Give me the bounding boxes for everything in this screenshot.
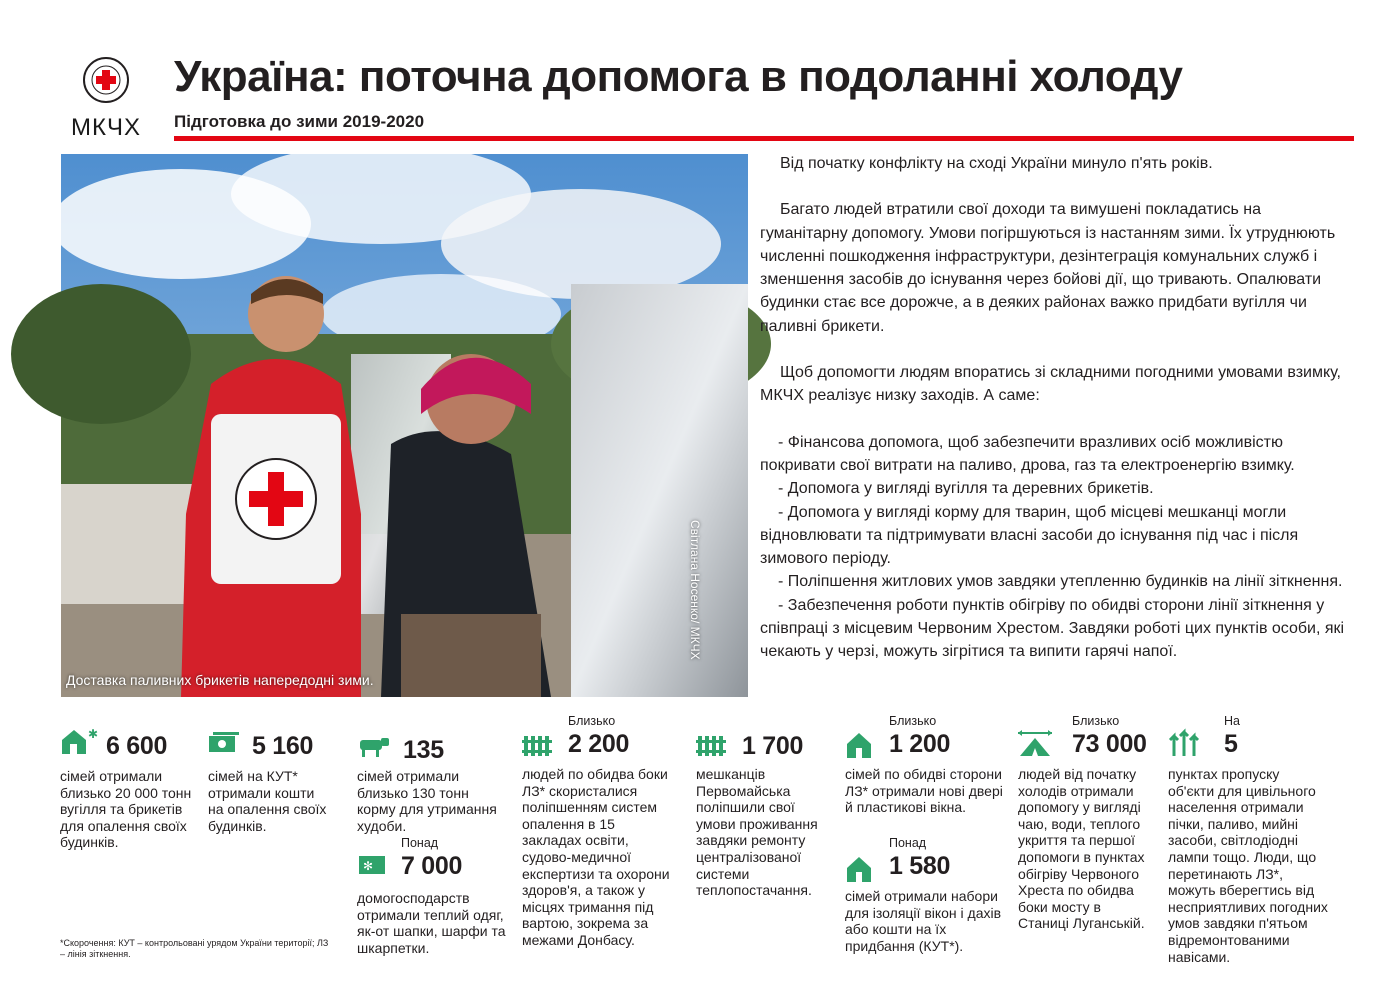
stat-prefix: Понад — [889, 836, 927, 850]
stat-number: 73 000 — [1072, 730, 1147, 758]
intro-bullet: - Поліпшення житлових умов завдяки утепленню будинків на лінії зіткнення. — [778, 573, 1343, 591]
stat-prefix: На — [1224, 714, 1240, 728]
stat-description: пунктах пропуску об'єкти для цивільного населення отримали пічки, паливо, мийні засоби, світлодіодні лампи тощо. Люди, що перетинають ЛЗ*, можуть вберегтись від несприятливих погодних умов завдяки п'ятьом відремонтованими навісами. — [1168, 766, 1328, 965]
stat-prefix: Близько — [568, 714, 616, 728]
stat-prefix: Близько — [1072, 714, 1120, 728]
stat-description: сімей по обидві сторони ЛЗ* отримали нові двері й пластикові вікна. — [845, 766, 1003, 816]
intro-text — [760, 152, 1350, 664]
stat-number: 2 200 — [568, 730, 630, 758]
stat-number: 1 200 — [889, 730, 951, 758]
house-icon — [845, 730, 879, 760]
intro-bullet: - Фінансова допомога, щоб забезпечити вразливих осіб можливістю покривати свої витрати на паливо, дрова, газ та електроенергію взимку. — [760, 433, 1295, 474]
photo-credit: Світлана Носенко/ МКЧХ — [688, 520, 702, 660]
stat-number: 5 — [1224, 730, 1238, 758]
stat-description: мешканців Первомайська поліпшили свої умови проживання завдяки ремонту централізованої системи теплопостачання. — [696, 766, 818, 899]
intro-paragraph-1: Від початку конфлікту на сході України минуло п'ять років. — [780, 155, 1213, 172]
clothes-icon — [357, 854, 391, 884]
stat-prefix: Близько — [889, 714, 937, 728]
stat-number: 6 600 — [106, 732, 168, 760]
stat-description: сімей отримали близько 20 000 тонн вугілля та брикетів для опалення своїх будинків. — [60, 768, 192, 851]
cash-icon — [208, 730, 242, 760]
intro-paragraph-2: Багато людей втратили свої доходи та вимушені покладатись на гуманітарну допомогу. Умови погіршуються із настанням зими. Їх утруднюють численні пошкодження інфраструктури, дезінтеграція комунальних служб і зменшення засобів до існування через бойові дії, що тривають. Опалювати будинки стає все дорожче, а в деяких районах важко придбати вугілля чи паливні брикети. — [760, 201, 1336, 335]
stat-number: 1 580 — [889, 852, 951, 880]
stat-description: сімей отримали набори для ізоляції вікон і дахів або кошти на їх придбання (КУТ*). — [845, 888, 1002, 954]
stat-number: 5 160 — [252, 732, 314, 760]
svg-text:✱: ✱ — [88, 727, 99, 741]
icrc-logo — [60, 56, 150, 146]
svg-text:✻: ✻ — [363, 859, 374, 873]
intro-paragraph-3: Щоб допомогти людям впоратись зі складними погодними умовами взимку, МКЧХ реалізує низку заходів. А саме: — [760, 364, 1341, 405]
page-title: Україна: поточна допомога в подоланні холоду — [174, 52, 1183, 101]
intro-bullet: - Допомога у вигляді вугілля та деревних брикетів. — [778, 480, 1154, 498]
stat-description: людей по обидва боки ЛЗ* скористалися поліпшенням систем опалення в 15 закладах освіти, судово-медичної експертизи та охорони здоров'я, а також у місцях тримання під вартою, зокрема за межами Донбасу. — [522, 766, 670, 948]
logo-text: МКЧХ — [71, 114, 141, 141]
intro-bullet: - Допомога у вигляді корму для тварин, щоб місцеві мешканці могли відновлювати та підтримувати власні засоби до існування під час і після зимового періоду. — [760, 503, 1299, 568]
heat-arrows-icon — [1168, 728, 1202, 758]
radiator-icon — [522, 732, 556, 762]
house-snowflake-icon — [60, 726, 99, 756]
intro-bullet: - Забезпечення роботи пунктів обігріву по обидві сторони лінії зіткнення у співпраці з місцевим Червоним Хрестом. Завдяки роботі цих пунктів особи, які чекають у черзі, можуть зігрітися та випити гарячі напої. — [760, 596, 1345, 661]
title-divider — [174, 136, 1354, 141]
house-icon — [845, 854, 879, 884]
stat-description: людей від початку холодів отримали допомогу у вигляді чаю, води, теплого укриття та першої допомоги в пунктах обігріву Червоного Хреста по обидва боки мосту в Станиці Луганській. — [1018, 766, 1145, 932]
stat-number: 135 — [403, 736, 444, 764]
hero-photo — [61, 154, 748, 697]
stat-number: 7 000 — [401, 852, 463, 880]
stat-prefix: Понад — [401, 836, 439, 850]
cow-icon — [357, 732, 391, 762]
radiator-icon — [696, 732, 730, 762]
stat-number: 1 700 — [742, 732, 804, 760]
stat-description: сімей отримали близько 130 тонн корму для утримання худоби. — [357, 768, 497, 834]
photo-caption: Доставка паливних брикетів напередодні зими. — [66, 672, 374, 688]
tent-icon — [1018, 728, 1052, 758]
footnote: *Скорочення: КУТ – контрольовані урядом України території; ЛЗ – лінія зіткнення. — [60, 938, 329, 959]
red-cross-emblem-icon — [82, 56, 130, 104]
page-subtitle: Підготовка до зими 2019-2020 — [174, 112, 425, 131]
stat-description: домогосподарств отримали теплий одяг, як-от шапки, шарфи та шкарпетки. — [357, 890, 506, 956]
stat-description: сімей на КУТ* отримали кошти на опалення своїх будинків. — [208, 768, 327, 834]
